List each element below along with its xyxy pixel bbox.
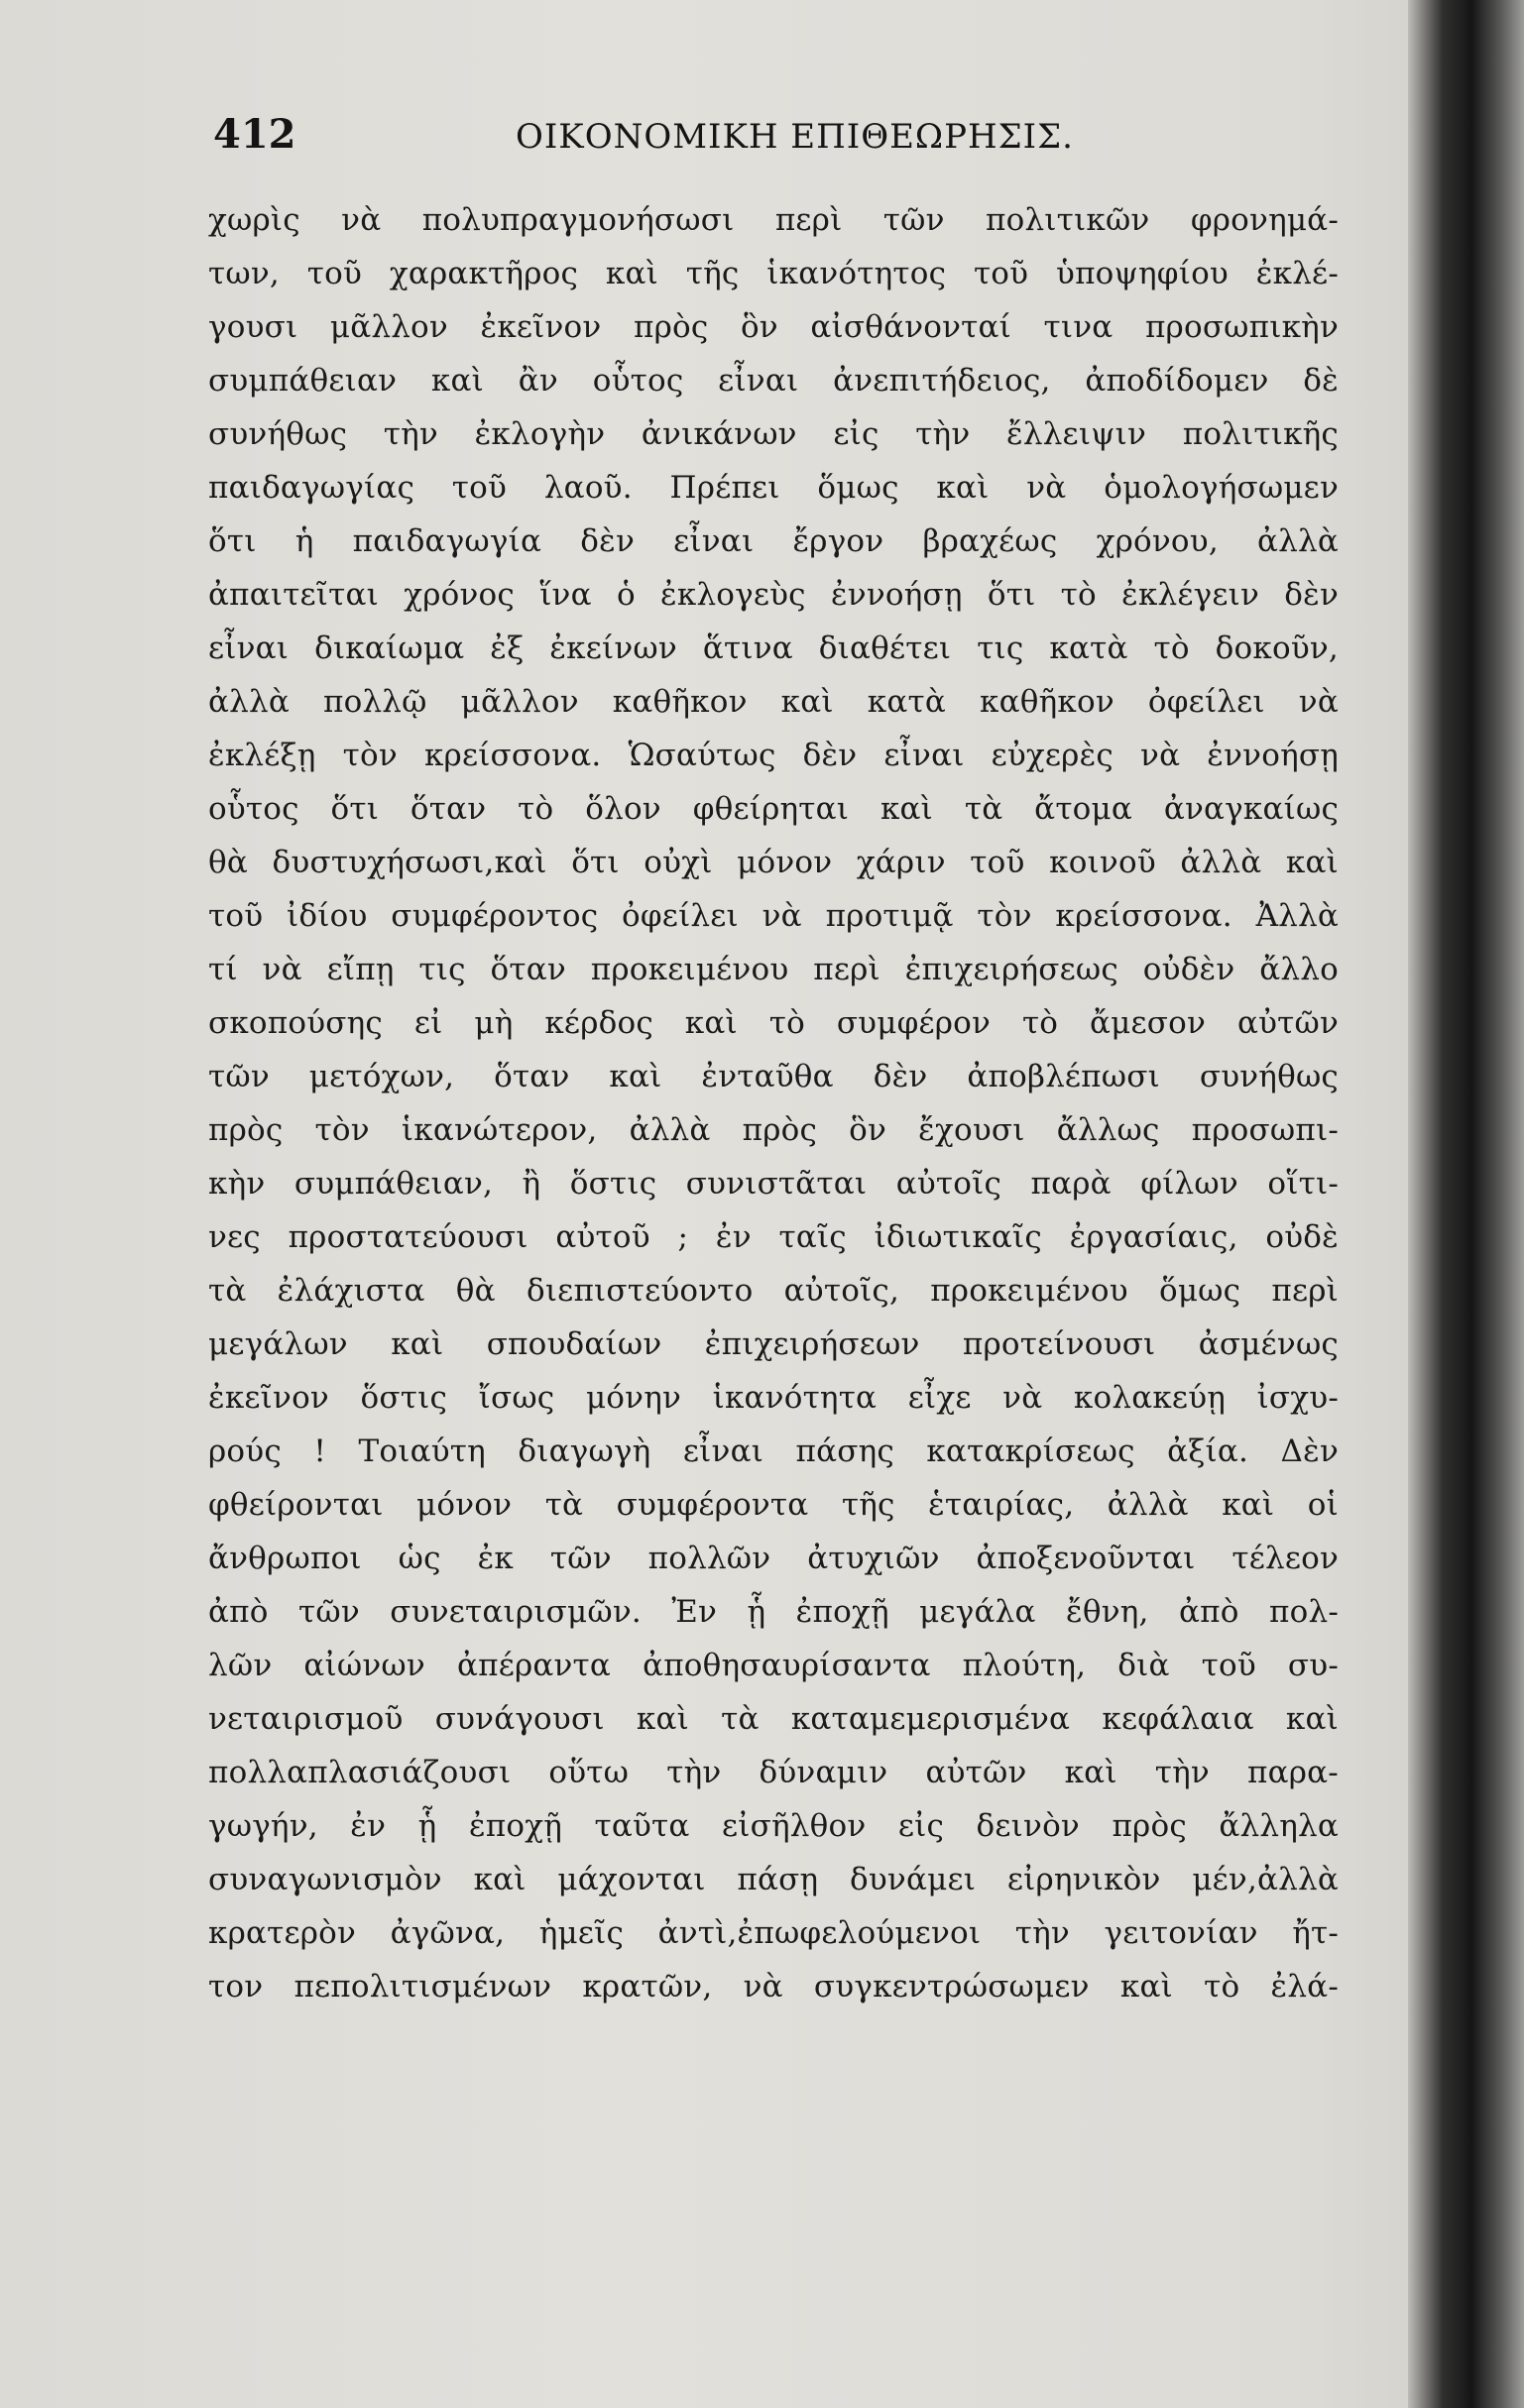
text-line: τον πεπολιτισμένων κρατῶν, νὰ συγκεντρώσωμεν καὶ τὸ ἐλά- (208, 1969, 1339, 2005)
text-line: τὰ ἐλάχιστα θὰ διεπιστεύοντο αὐτοῖς, προκειμένου ὅμως περὶ (208, 1273, 1339, 1309)
text-line: κὴν συμπάθειαν, ἢ ὅστις συνιστᾶται αὐτοῖς παρὰ φίλων οἵτι- (208, 1166, 1339, 1202)
text-line: γωγήν, ἐν ᾗ ἐποχῇ ταῦτα εἰσῆλθον εἰς δεινὸν πρὸς ἄλληλα (208, 1808, 1339, 1844)
text-line: παιδαγωγίας τοῦ λαοῦ. Πρέπει ὅμως καὶ νὰ ὁμολογήσωμεν (208, 470, 1339, 506)
text-line: ἄνθρωποι ὡς ἐκ τῶν πολλῶν ἀτυχιῶν ἀποξενοῦνται τέλεον (208, 1541, 1339, 1576)
book-spine-shadow (1408, 0, 1524, 2408)
text-line: τοῦ ἰδίου συμφέροντος ὀφείλει νὰ προτιμᾷ τὸν κρείσσονα. Ἀλλὰ (208, 898, 1339, 934)
text-line: τί νὰ εἴπῃ τις ὅταν προκειμένου περὶ ἐπιχειρήσεως οὐδὲν ἄλλο (208, 952, 1339, 987)
text-line: θὰ δυστυχήσωσι,καὶ ὅτι οὐχὶ μόνον χάριν τοῦ κοινοῦ ἀλλὰ καὶ (208, 845, 1339, 880)
text-line: νεταιρισμοῦ συνάγουσι καὶ τὰ καταμεμερισμένα κεφάλαια καὶ (208, 1701, 1339, 1737)
text-line: ἀπὸ τῶν συνεταιρισμῶν. Ἐν ᾗ ἐποχῇ μεγάλα ἔθνη, ἀπὸ πολ- (208, 1594, 1339, 1630)
page-header (213, 111, 1125, 171)
text-line: συναγωνισμὸν καὶ μάχονται πάσῃ δυνάμει εἰρηνικὸν μέν,ἀλλὰ (208, 1862, 1339, 1897)
text-line: κρατερὸν ἀγῶνα, ἡμεῖς ἀντὶ,ἐπωφελούμενοι τὴν γειτονίαν ἤτ- (208, 1915, 1339, 1951)
text-line: χωρὶς νὰ πολυπραγμονήσωσι περὶ τῶν πολιτικῶν φρονημά- (208, 202, 1339, 238)
text-line: εἶναι δικαίωμα ἐξ ἐκείνων ἅτινα διαθέτει τις κατὰ τὸ δοκοῦν, (208, 631, 1339, 666)
text-line: πολλαπλασιάζουσι οὕτω τὴν δύναμιν αὐτῶν καὶ τὴν παρα- (208, 1755, 1339, 1790)
text-line: συνήθως τὴν ἐκλογὴν ἀνικάνων εἰς τὴν ἔλλειψιν πολιτικῆς (208, 416, 1339, 452)
text-line: μεγάλων καὶ σπουδαίων ἐπιχειρήσεων προτείνουσι ἀσμένως (208, 1326, 1339, 1362)
text-line: οὗτος ὅτι ὅταν τὸ ὅλον φθείρηται καὶ τὰ ἄτομα ἀναγκαίως (208, 791, 1339, 827)
text-line: φθείρονται μόνον τὰ συμφέροντα τῆς ἑταιρίας, ἀλλὰ καὶ οἱ (208, 1487, 1339, 1523)
text-line: ἀλλὰ πολλῷ μᾶλλον καθῆκον καὶ κατὰ καθῆκον ὀφείλει νὰ (208, 684, 1339, 720)
running-title: ΟΙΚΟΝΟΜΙΚΗ ΕΠΙΘΕΩΡΗΣΙΣ. (516, 117, 1074, 157)
text-line: ρούς ! Τοιαύτη διαγωγὴ εἶναι πάσης κατακρίσεως ἀξία. Δὲν (208, 1433, 1339, 1469)
text-line: τῶν μετόχων, ὅταν καὶ ἐνταῦθα δὲν ἀποβλέπωσι συνήθως (208, 1059, 1339, 1094)
text-line: των, τοῦ χαρακτῆρος καὶ τῆς ἱκανότητος τοῦ ὑποψηφίου ἐκλέ- (208, 256, 1339, 291)
text-line: γουσι μᾶλλον ἐκεῖνον πρὸς ὃν αἰσθάνονταί τινα προσωπικὴν (208, 309, 1339, 345)
page-number: 412 (213, 111, 296, 158)
text-line: ἀπαιτεῖται χρόνος ἵνα ὁ ἐκλογεὺς ἐννοήσῃ ὅτι τὸ ἐκλέγειν δὲν (208, 577, 1339, 613)
text-line: λῶν αἰώνων ἀπέραντα ἀποθησαυρίσαντα πλούτη, διὰ τοῦ συ- (208, 1648, 1339, 1683)
body-text (208, 193, 1339, 2013)
text-line: νες προστατεύουσι αὐτοῦ ; ἐν ταῖς ἰδιωτικαῖς ἐργασίαις, οὐδὲ (208, 1219, 1339, 1255)
text-line: ἐκεῖνον ὅστις ἴσως μόνην ἱκανότητα εἶχε νὰ κολακεύῃ ἰσχυ- (208, 1380, 1339, 1416)
text-line: ἐκλέξῃ τὸν κρείσσονα. Ὡσαύτως δὲν εἶναι εὐχερὲς νὰ ἐννοήσῃ (208, 738, 1339, 773)
text-line: πρὸς τὸν ἱκανώτερον, ἀλλὰ πρὸς ὃν ἔχουσι ἄλλως προσωπι- (208, 1112, 1339, 1148)
text-line: σκοπούσης εἰ μὴ κέρδος καὶ τὸ συμφέρον τὸ ἄμεσον αὐτῶν (208, 1005, 1339, 1041)
text-line: ὅτι ἡ παιδαγωγία δὲν εἶναι ἔργον βραχέως χρόνου, ἀλλὰ (208, 523, 1339, 559)
text-line: συμπάθειαν καὶ ἂν οὗτος εἶναι ἀνεπιτήδειος, ἀποδίδομεν δὲ (208, 363, 1339, 399)
